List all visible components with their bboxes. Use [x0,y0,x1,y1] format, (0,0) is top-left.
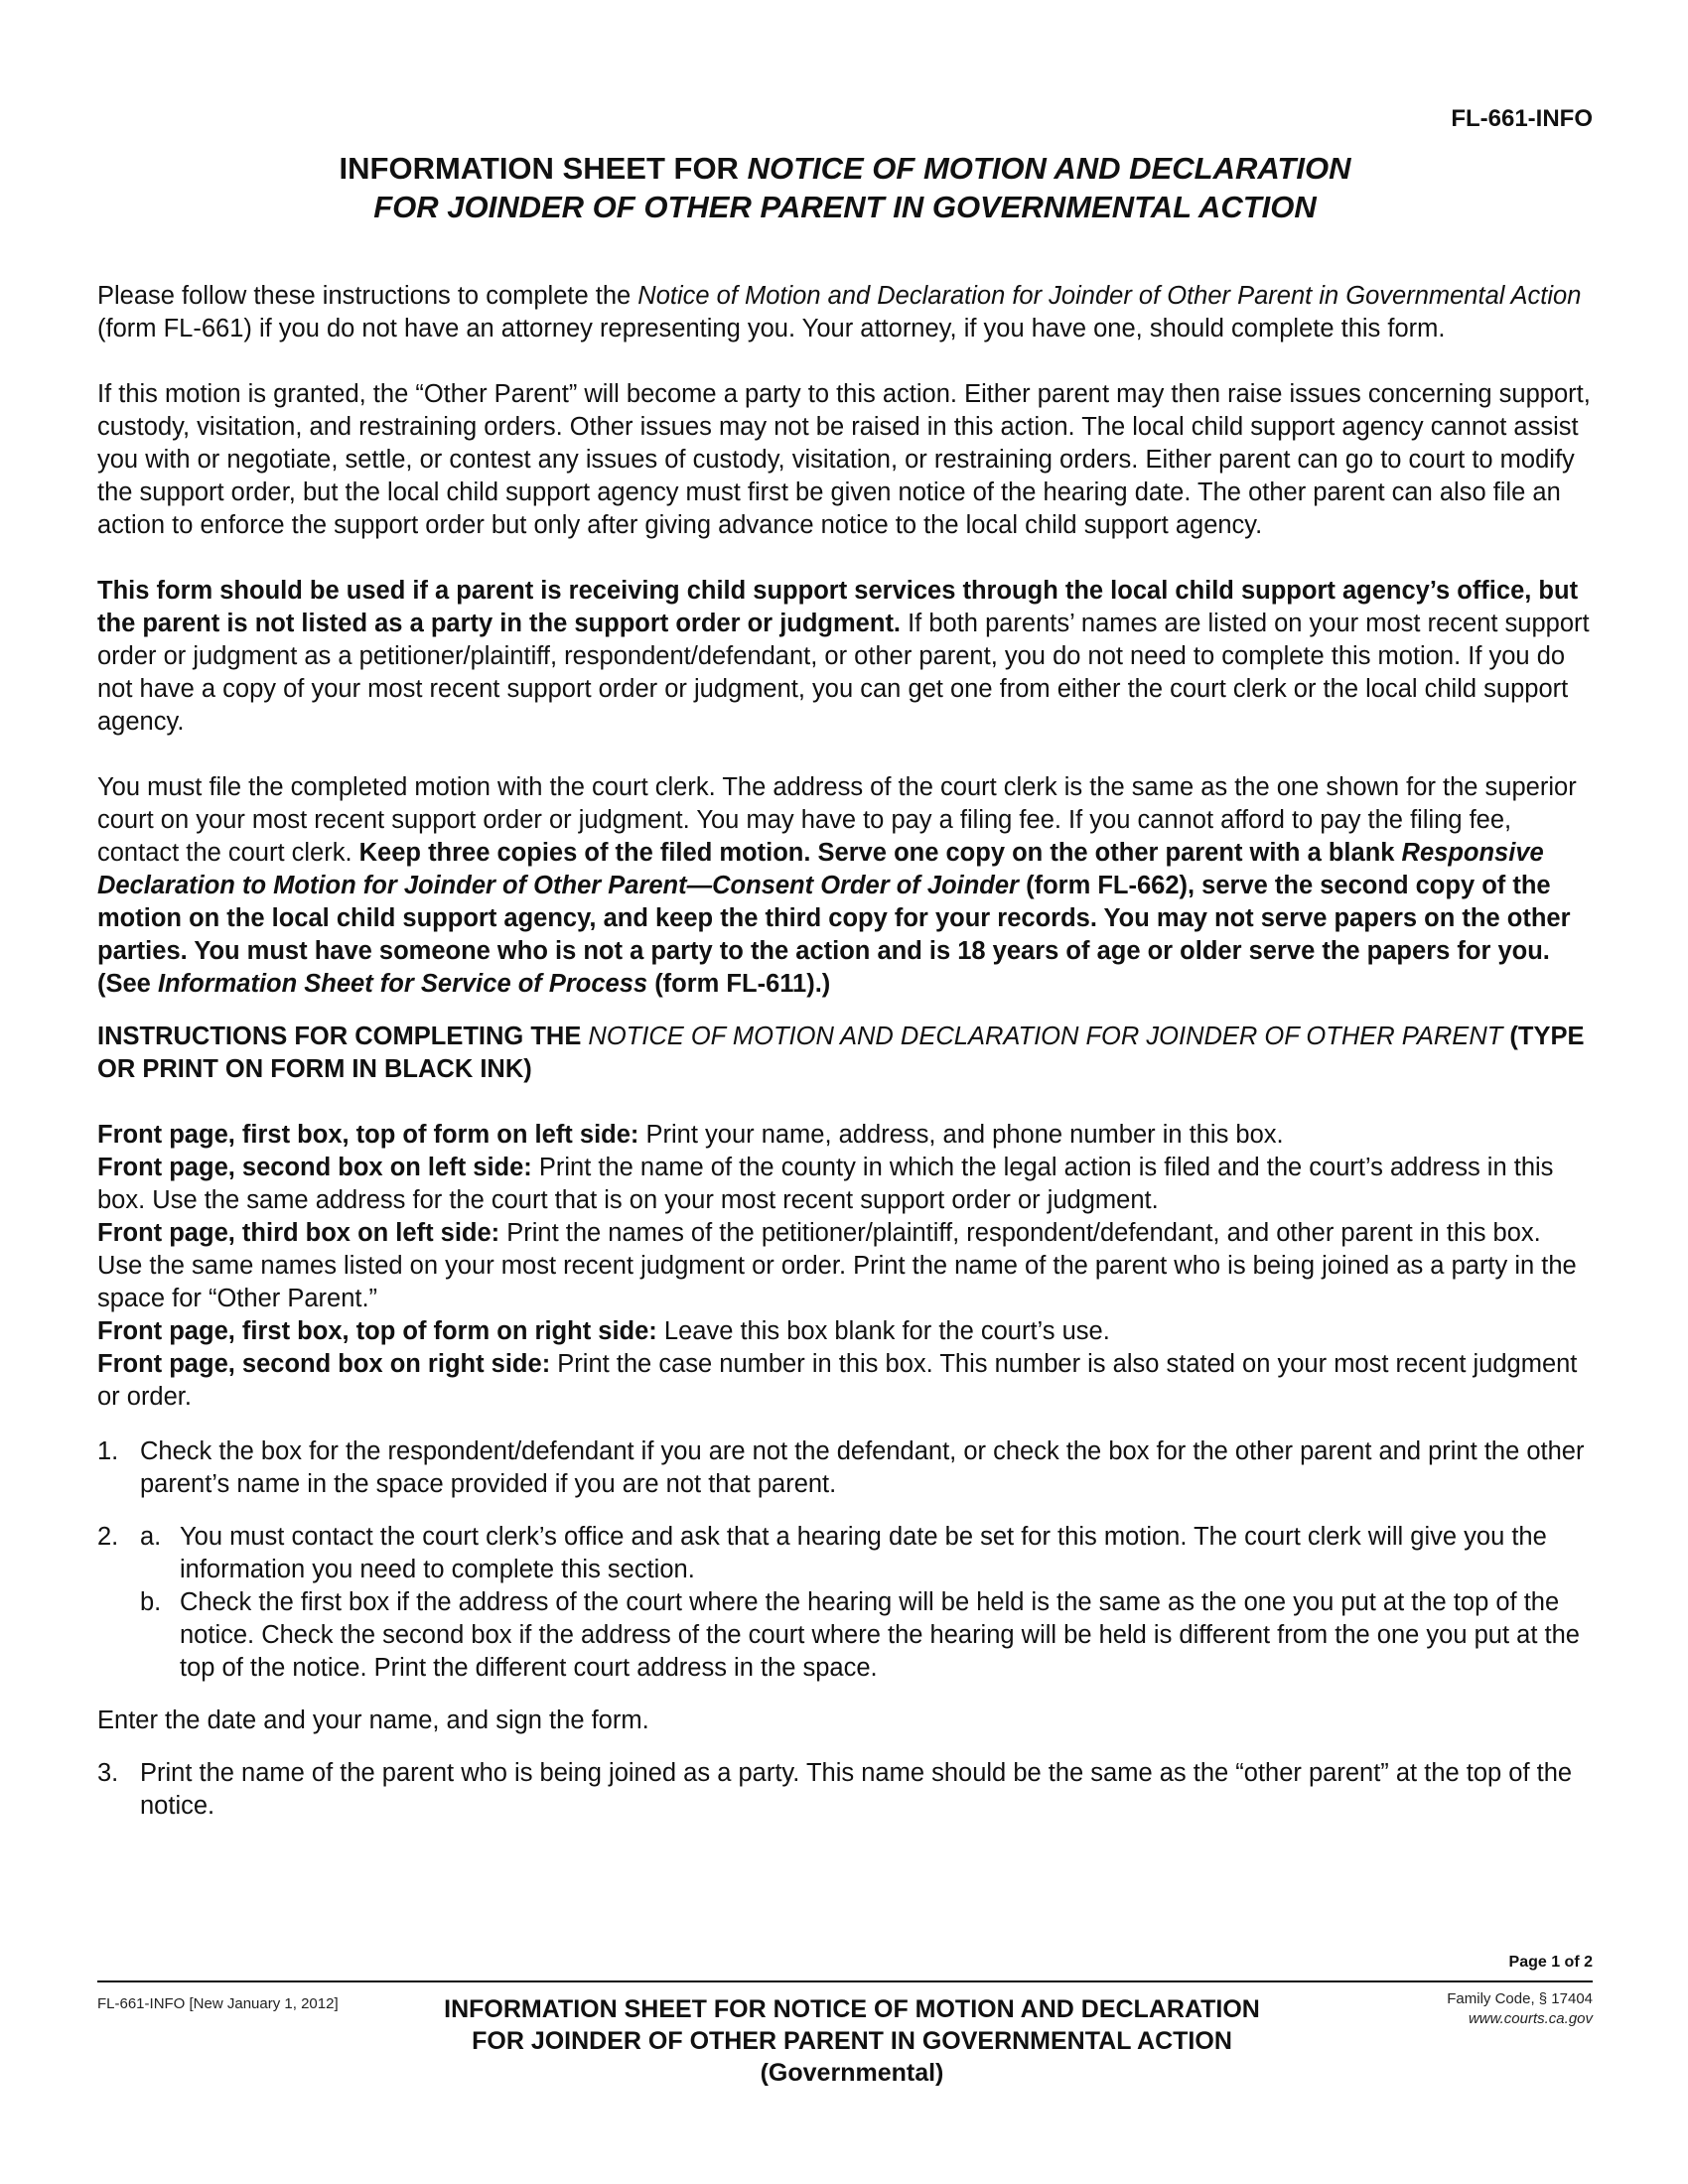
item-2a: a. You must contact the court clerk’s office and ask that a hearing date be set for this motion. The court clerk will give you the information you need to complete this section. [140,1523,1547,1583]
page-number: Page 1 of 2 [1508,1954,1593,1971]
filing-paragraph: You must file the completed motion with the court clerk. The address of the court clerk is the same as the one shown for the superior court on your most recent support order or judgment. You may have to pay a filing fee. If you cannot afford to pay the filing fee, contact the court clerk. Keep three copies of the filed motion. Serve one copy on the other parent with a blank Responsive Declaration to Motion for Joinder of Other Parent—Consent Order of Joinder (form FL-662), serve the second copy of the motion on the local child support agency, and keep the third copy for your records. You may not serve papers on the other parties. You must have someone who is not a party to the action and is 18 years of age or older serve the papers for you. (See Information Sheet for Service of Process (form FL-611).) [97,773,1577,998]
footer-reference [1447,1989,1593,2029]
front-page-instruction: Front page, third box on left side: Print the names of the petitioner/plaintiff, respondent/defendant, and other parent in this box. Use the same names listed on your most recent judgment or order. Print the name of the parent who is being joined as a party in the space for “Other Parent.” [97,1219,1577,1312]
sign-instruction: Enter the date and your name, and sign the form. [97,1706,649,1734]
form-usage-paragraph: This form should be used if a parent is receiving child support services through the local child support agency’s office, but the parent is not listed as a party in the support order or judgment. If both parents’ names are listed on your most recent support order or judgment as a petitioner/plaintiff, respondent/defendant, or other parent, you do not need to complete this motion. If you do not have a copy of your most recent support order or judgment, you can get one from either the court clerk or the local child support agency. [97,577,1590,736]
intro-paragraph: Please follow these instructions to complete the Notice of Motion and Declaration for Joinder of Other Parent in Governmental Action (form FL-661) if you do not have an attorney representing you. Your attorney, if you have one, should complete this form. [97,282,1582,342]
item-2b: b. Check the first box if the address of the court where the hearing will be held is the same as the one you put at the top of the notice. Check the second box if the address of the court where the hearing will be held is different from the one you put at the top of the notice. Print the different court address in the space. [140,1588,1580,1682]
page-title [97,149,1593,226]
title-line-1: INFORMATION SHEET FOR NOTICE OF MOTION AND DECLARATION [339,151,1351,186]
front-page-instruction: Front page, first box, top of form on left side: Print your name, address, and phone number in this box. [97,1121,1284,1149]
form-revision: FL-661-INFO [New January 1, 2012] [97,1995,339,2012]
form-number: FL-661-INFO [1451,105,1593,132]
numbered-item-3: 3. Print the name of the parent who is being joined as a party. This name should be the same as the “other parent” at the top of the notice. [97,1759,1573,1820]
numbered-item-2: 2. a. You must contact the court clerk’s office and ask that a hearing date be set for this motion. The court clerk will give you the information you need to complete this section. b. Check the first box if the address of the court where the hearing will be held is the same as the one you put at the top of the notice. Check the second box if the address of the court where the hearing will be held is different from the one you put at the top of the notice. Print the different court address in the space. [97,1521,1593,1685]
title-line-2: FOR JOINDER OF OTHER PARENT IN GOVERNMENTAL ACTION [373,190,1317,224]
document-page [97,0,1593,2184]
numbered-item-1: 1. Check the box for the respondent/defendant if you are not the defendant, or check the box for the other parent and print the other parent’s name in the space provided if you are not that parent. [97,1437,1585,1498]
courts-link[interactable]: www.courts.ca.gov [1468,2010,1593,2027]
family-code: Family Code, § 17404 [1447,1990,1593,2007]
front-page-instruction: Front page, second box on left side: Print the name of the county in which the legal action is filed and the court’s address in this box. Use the same address for the court that is on your most recent support order or judgment. [97,1154,1554,1214]
motion-granted-paragraph: If this motion is granted, the “Other Parent” will become a party to this action. Either parent may then raise issues concerning support, custody, visitation, and restraining orders. Other issues may not be raised in this action. The local child support agency cannot assist you with or negotiate, settle, or contest any issues of custody, visitation, or restraining orders. Either parent can go to court to modify the support order, but the local child support agency must first be given notice of the hearing date. The other parent can also file an action to enforce the support order but only after giving advance notice to the local child support agency. [97,380,1591,539]
footer-title: INFORMATION SHEET FOR NOTICE OF MOTION AND DECLARATION FOR JOINDER OF OTHER PARENT IN GOVERNMENTAL ACTION (Governmental) [444,1995,1260,2087]
footer-divider [97,1980,1593,1982]
instructions-heading: INSTRUCTIONS FOR COMPLETING THE NOTICE OF MOTION AND DECLARATION FOR JOINDER OF OTHER PARENT (TYPE OR PRINT ON FORM IN BLACK INK) [97,1023,1585,1083]
front-page-instruction: Front page, second box on right side: Print the case number in this box. This number is also stated on your most recent judgment or order. [97,1350,1578,1411]
document-body [97,280,1593,1843]
front-page-instruction: Front page, first box, top of form on right side: Leave this box blank for the court’s use. [97,1317,1110,1345]
